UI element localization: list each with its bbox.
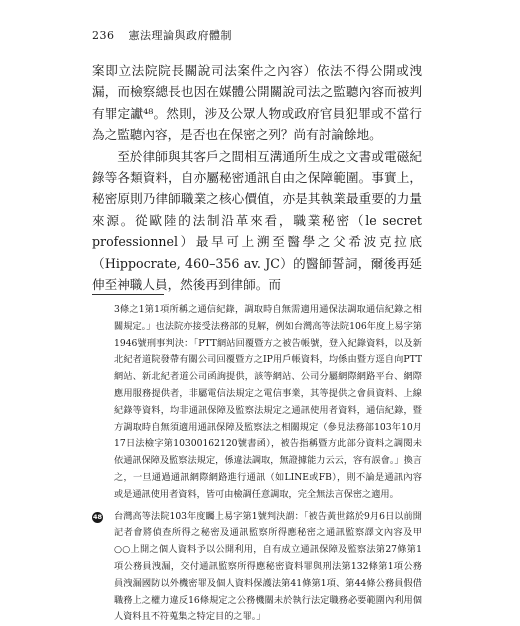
footnote-48 [92,509,422,626]
footnote-divider [92,294,164,295]
main-text [92,60,422,295]
footnote-48-marker: 48 [92,512,103,521]
footnote-continued: 3條之1第1項所稱之通信紀錄，調取時自無需適用通保法調取通信紀錄之相關規定。」也法院亦接受法務部的見解，例如台灣高等法院106年度上易字第1946號刑事判決：「PTT網站回覆暨方之被告帳號，登入紀錄資料，以及新北紀者道院發帶有關公司回覆暨方之IP用戶帳資料，均係由暨方逕自向PTT網站、新北紀者道公司函詢提供，該等網站、公司分屬網際網路平台、網際應用服務提供者，非屬電信法規定之電信事業，其等提供之會員資料、上線紀錄等資料，均非通訊保障及監察法規定之通訊使用者資料，通信紀錄，暨方調取時自無須適用通訊保障及監察法之相關規定（參見法務部103年10月17日法檢字第10300162120號書函），被告指稱暨方此部分資料之調閱未依通訊保障及監察法規定，係違法調取，無證據能力云云，容有誤會。」換言之，一旦通過通訊網際網路進行通訊（如LINE或FB），則不論是通訊內容或是通訊使用者資料，皆可由檢調任意調取，完全無法言保密之適用。 [114,304,422,500]
footnote-48-text: 台灣高等法院103年度矚上易字第1號判決謂：「被告黃世銘於9月6日以前開記者會將偵查所得之秘密及通訊監察所得應秘密之通訊監察譯文內容及甲○○上開之個人資料予以公開利用，自有成立通訊保障及監察法第27條第1項公務員洩漏，交付通訊監察所得應秘密資料罪與刑法第132條第1項公務員洩漏國防以外機密罪及個人資料保護法第41條第1項、第44條公務員假借職務上之權力違反16條規定之公務機關未於執行法定職務必要範圍內利用個人資料且不符蒐集之特定目的之罪。」 [114,510,422,623]
page-number: 236 [92,29,115,42]
running-title: 憲法理論與政府體制 [128,29,232,42]
paragraph-1: 案即立法院院長關說司法案件之內容）依法不得公開或洩漏，而檢察總長也因在媒體公開關說司法之監聽內容而被判有罪定讞⁴⁸。然則，涉及公眾人物或政府官員犯罪或不當行為之監聽內容，是否也在保密之列？尚有討論餘地。 [92,63,422,143]
running-header [92,27,232,43]
paragraph-2: 至於律師與其客戶之間相互溝通所生成之文書或電磁紀錄等各類資料，自亦屬秘密通訊自由之保障範圍。事實上，秘密原則乃律師職業之核心價值，亦是其執業最重要的力量來源。從歐陸的法制沿革來看，職業秘密（le secret professionnel）最早可上溯至醫學之父希波克拉底（Hippocrate, 460–356 av. JC）的醫師誓詞，爾後再延伸至神職人員，然後再到律師。而 [92,148,422,293]
footnotes-area [92,302,422,626]
